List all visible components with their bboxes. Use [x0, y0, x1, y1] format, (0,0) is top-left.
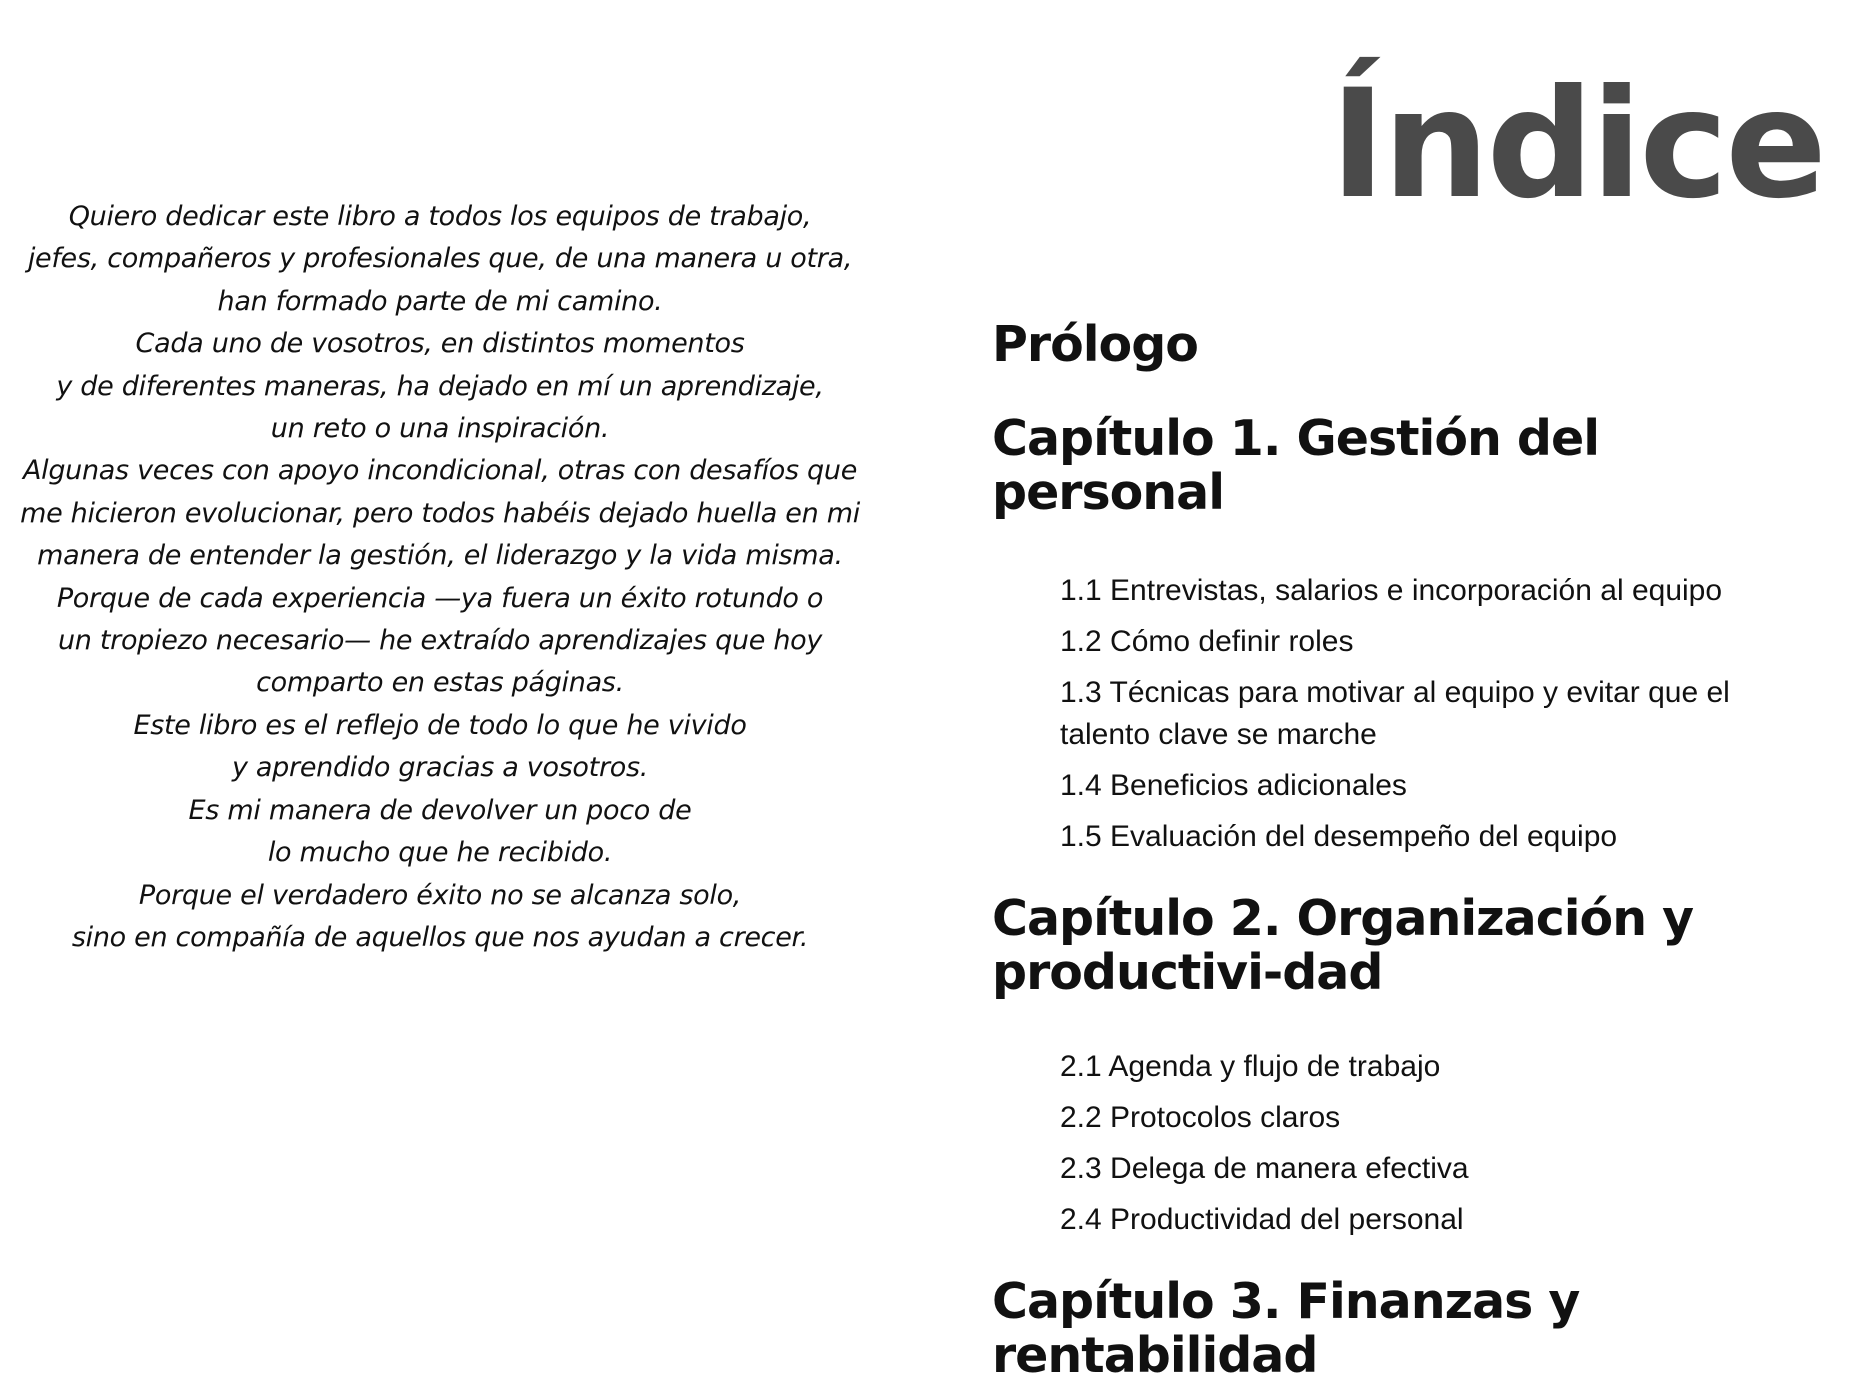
toc-chapter-1: Capítulo 1. Gestión del personal [992, 410, 1600, 521]
toc-section: 1.5 Evaluación del desempeño del equipo [1060, 820, 1618, 853]
dedication-line: manera de entender la gestión, el liderazgo y la vida misma. [37, 540, 843, 572]
dedication-line: Algunas veces con apoyo incondicional, otras con desafíos que [22, 455, 858, 487]
toc-section: 1.4 Beneficios adicionales [1060, 769, 1407, 802]
toc-prologue: Prólogo [992, 316, 1198, 373]
index-title: Índice [1329, 58, 1824, 232]
toc-section: 2.2 Protocolos claros [1060, 1101, 1341, 1134]
dedication-line: y de diferentes maneras, ha dejado en mí un aprendizaje, [56, 370, 824, 402]
dedication-line: Este libro es el reflejo de todo lo que he vivido [133, 709, 747, 741]
toc-chapter-2: Capítulo 2. Organización y productivi-dad [992, 890, 1694, 1001]
dedication-line: Cada uno de vosotros, en distintos momentos [135, 328, 745, 360]
left-page [0, 0, 880, 1364]
toc-section: 1.3 Técnicas para motivar al equipo y evitar que el talento clave se marche [1060, 676, 1730, 751]
dedication-line: Es mi manera de devolver un poco de [188, 794, 692, 826]
dedication-line: jefes, compañeros y profesionales que, de una manera u otra, [27, 243, 853, 275]
dedication-line: Quiero dedicar este libro a todos los equipos de trabajo, [68, 201, 812, 232]
dedication-line: han formado parte de mi camino. [217, 285, 663, 317]
toc-chapter-2-sections [992, 1046, 1812, 1241]
dedication-text [20, 196, 860, 959]
toc-section: 2.1 Agenda y flujo de trabajo [1060, 1050, 1441, 1083]
dedication-line: un tropiezo necesario— he extraído aprendizajes que hoy [57, 625, 823, 657]
toc-chapter-1-sections [992, 570, 1812, 858]
toc-section: 2.3 Delega de manera efectiva [1060, 1152, 1469, 1185]
toc-section: 1.1 Entrevistas, salarios e incorporación al equipo [1060, 574, 1723, 607]
dedication-line: me hicieron evolucionar, pero todos habéis dejado huella en mi [20, 497, 860, 529]
table-of-contents [992, 318, 1812, 1383]
dedication-line: y aprendido gracias a vosotros. [231, 752, 649, 784]
dedication-line: Porque de cada experiencia —ya fuera un éxito rotundo o [56, 582, 824, 614]
toc-section: 1.2 Cómo definir roles [1060, 625, 1354, 658]
dedication-line: un reto o una inspiración. [270, 413, 610, 445]
dedication-line: comparto en estas páginas. [256, 667, 624, 699]
toc-chapter-3: Capítulo 3. Finanzas y rentabilidad [992, 1273, 1580, 1384]
dedication-line: sino en compañía de aquellos que nos ayudan a crecer. [71, 921, 809, 953]
dedication-line: lo mucho que he recibido. [267, 837, 613, 869]
right-page [940, 0, 1876, 1384]
dedication-line: Porque el verdadero éxito no se alcanza solo, [138, 879, 742, 911]
toc-section: 2.4 Productividad del personal [1060, 1203, 1464, 1236]
